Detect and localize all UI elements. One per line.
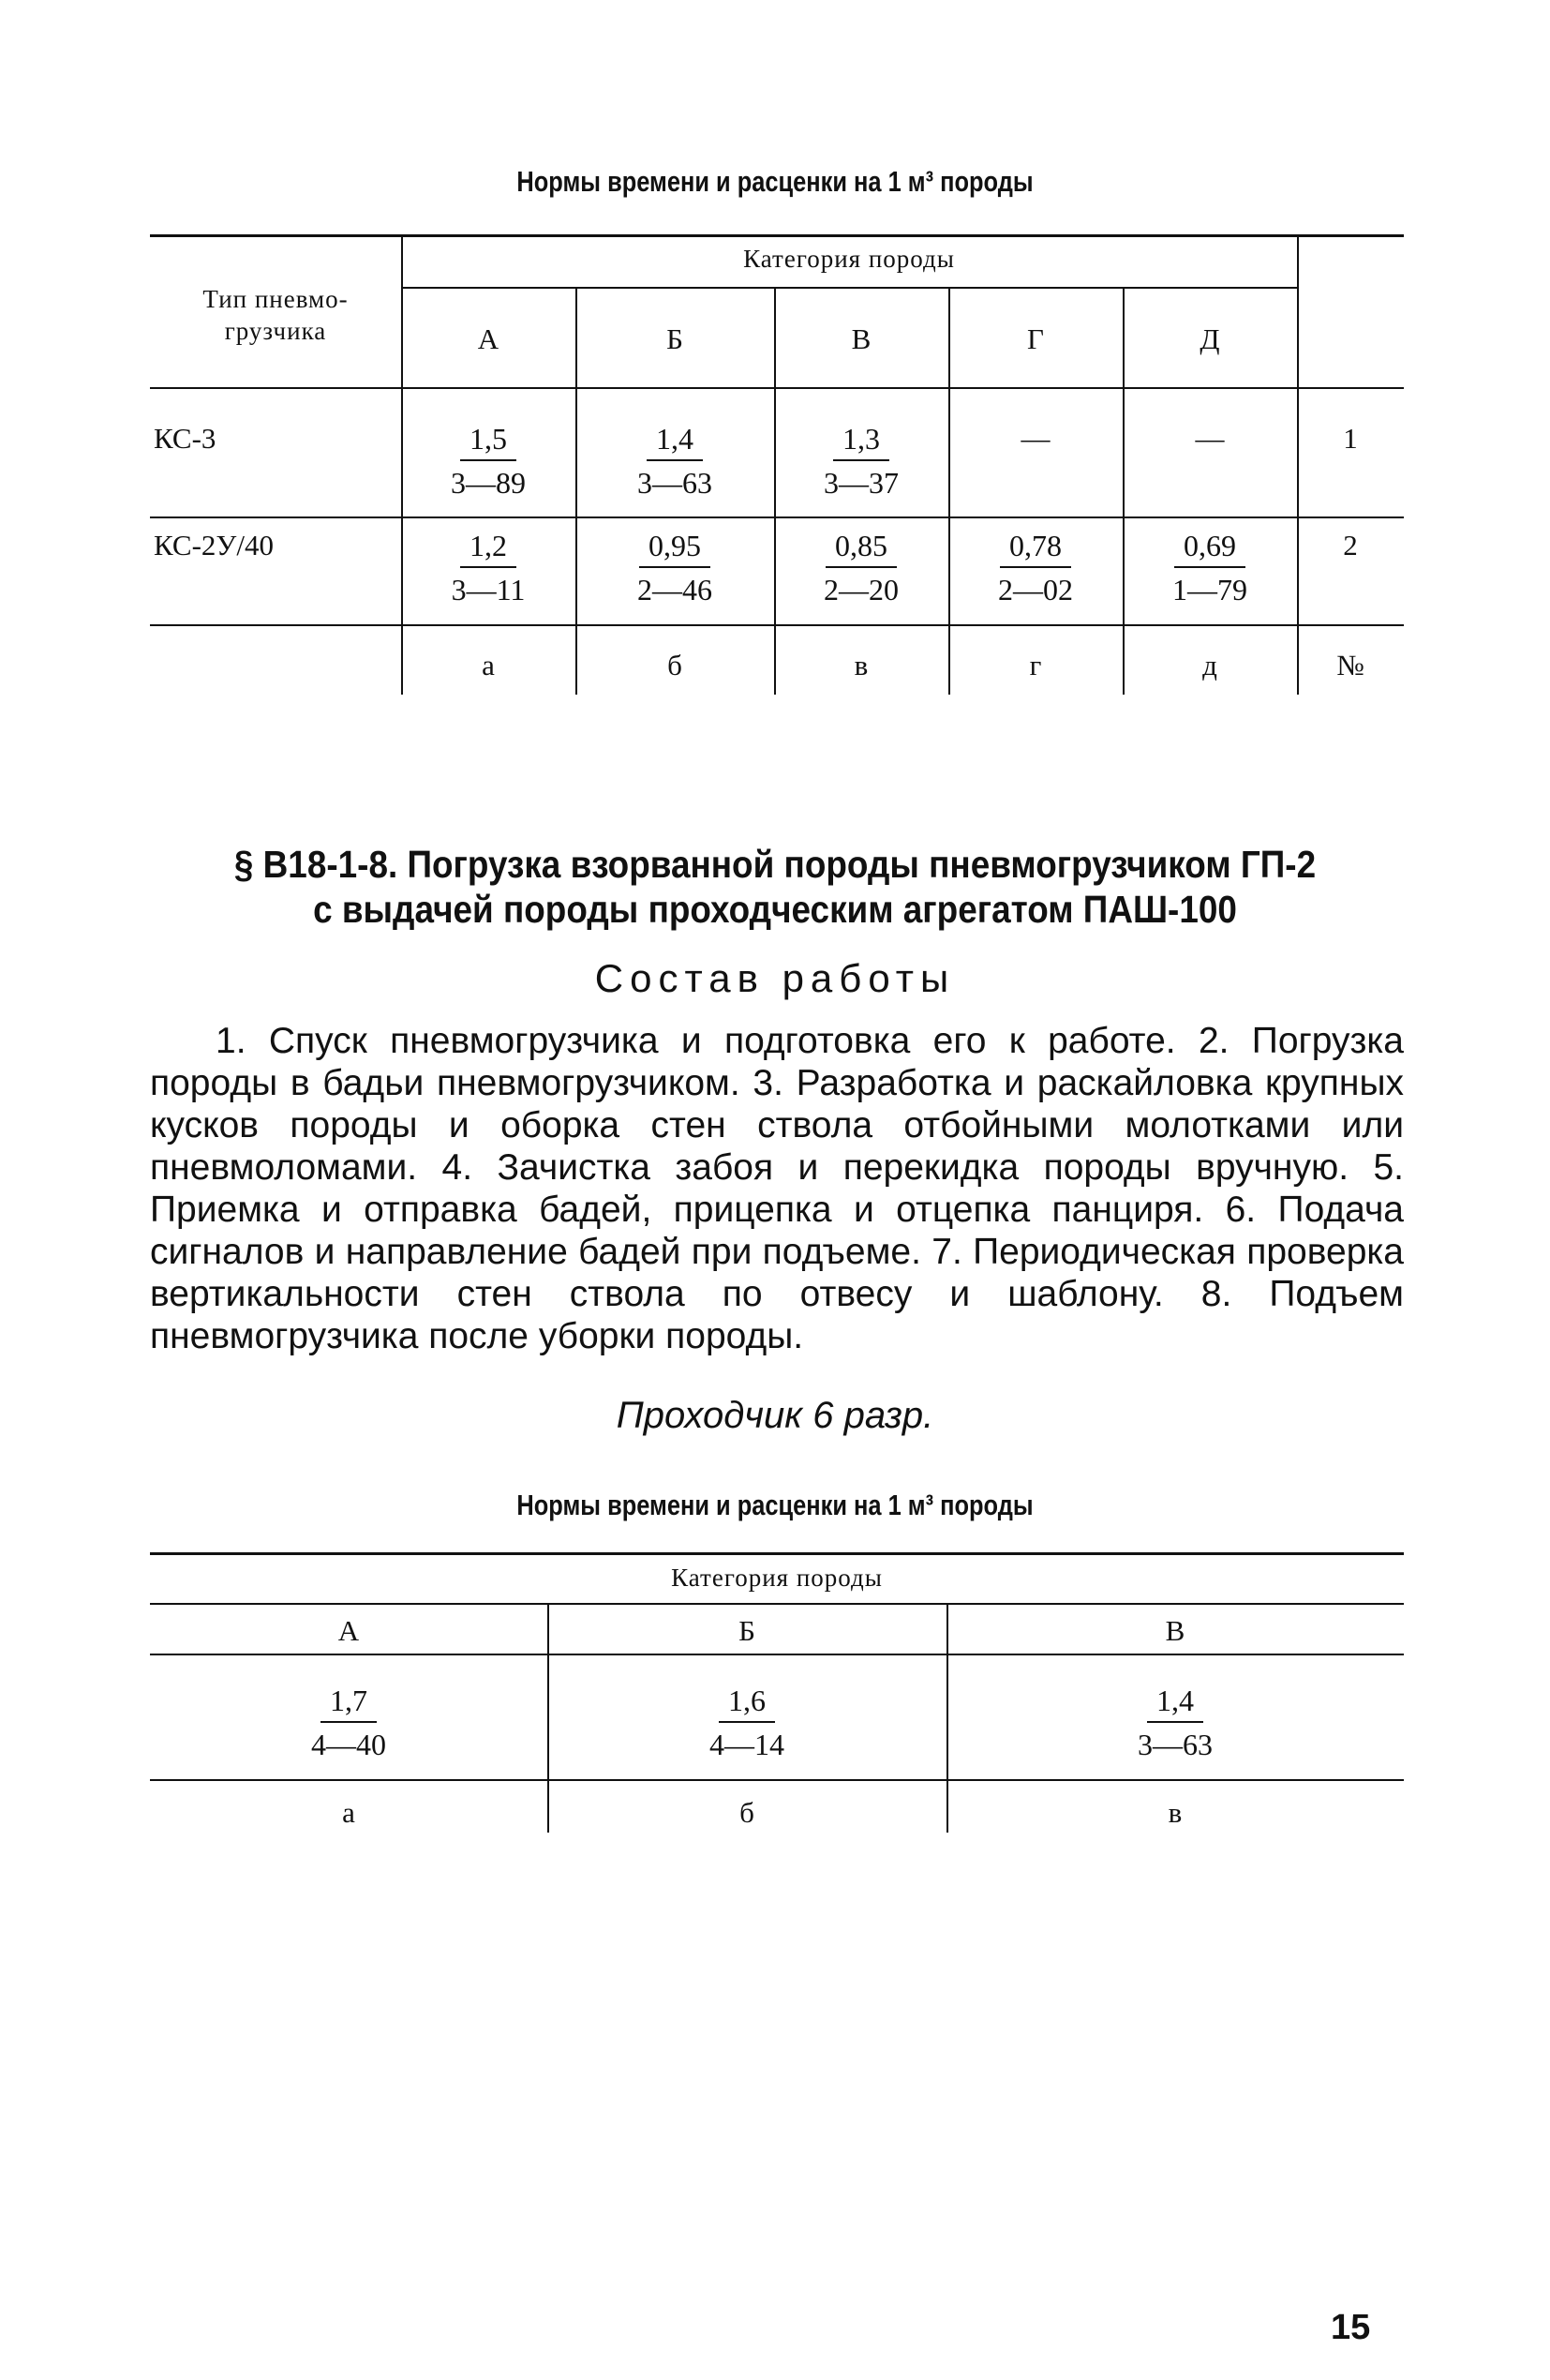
number-label: № [1336,649,1364,681]
type-header: Тип пневмо- грузчика [202,285,349,345]
col-header-v: В [851,322,872,355]
index-letter: а [342,1796,355,1829]
norm-value: $\frac{1,7}{4—40}$ [311,1684,386,1762]
row-name: КС-3 [154,422,216,455]
table2-data-rule [150,1779,1404,1781]
work-composition-text: 1. Спуск пневмогрузчика и подготовка его к работе. 2. Погрузка породы в бадьи пневмогрузчиком. 3. Разработка и раскайловка крупных кусков породы и оборка стен ствола отбойными молотками или пневмоломами. 4. Зачистка забоя и перекидка породы вручную. 5. Приемка и отправка бадей, прицепка и отцепка панциря. 6. Подача сигналов и направление бадей при подъеме. 7. Периодическая проверка вертикальности стен ствола по отвесу и шаблону. 8. Подъем пневмогрузчика после уборки породы. [150,1021,1404,1356]
norm-value: $\frac{1,4}{3—63}$ [1138,1684,1213,1762]
table2-category-rule [150,1603,1404,1605]
row-name: КС-2У/40 [154,529,274,561]
col-header-b: Б [738,1614,755,1647]
table1-vline-5 [1297,234,1299,695]
norm-value: $\frac{0,78}{2—02}$ [998,529,1073,607]
category-header: Категория породы [671,1564,883,1592]
category-header: Категория породы [743,245,955,273]
worker-grade: Проходчик 6 разр. [616,1395,934,1436]
work-composition-heading: Состав работы [594,956,956,1000]
norm-value: $\frac{1,4}{3—63}$ [637,422,712,501]
col-header-a: А [337,1614,360,1647]
table1-row-rule-1 [150,516,1404,518]
norm-value: $\frac{1,3}{3—37}$ [824,422,899,501]
col-header-g: Г [1027,322,1044,355]
index-letter: б [739,1796,754,1829]
table2-header-rule [150,1654,1404,1655]
index-letter: в [1168,1796,1183,1829]
index-letter: г [1029,649,1042,681]
row-number: 2 [1343,529,1358,561]
table1-caption: Нормы времени и расценки на 1 м³ породы [516,165,1034,198]
table2-caption: Нормы времени и расценки на 1 м³ породы [516,1489,1034,1521]
section-title-line-2: с выдачей породы проходческим агрегатом ПАШ-100 [313,888,1237,931]
norm-value: $\frac{0,69}{1—79}$ [1172,529,1247,607]
index-letter: д [1202,649,1217,681]
norm-value: $\frac{1,2}{3—11}$ [451,529,526,607]
page-number: 15 [1331,2308,1371,2347]
norm-value: $\frac{1,5}{3—89}$ [451,422,526,501]
norm-value: $\frac{0,95}{2—46}$ [637,529,712,607]
row-number: 1 [1343,422,1358,455]
norm-value: $\frac{0,85}{2—20}$ [824,529,899,607]
section-title-line-1: § В18-1-8. Погрузка взорванной породы пневмогрузчиком ГП-2 [233,843,1317,886]
table1-row-rule-2 [150,624,1404,626]
empty-dash: — [1021,422,1051,455]
table1-header-rule [150,387,1404,389]
col-header-d: Д [1200,322,1220,355]
index-letter: б [667,649,682,681]
index-letter: в [854,649,869,681]
table1-category-rule [401,287,1297,289]
table1-top-rule [150,234,1404,237]
col-header-b: Б [666,322,683,355]
col-header-a: А [477,322,499,355]
table2-top-rule [150,1552,1404,1555]
norm-value: $\frac{1,6}{4—14}$ [709,1684,784,1762]
index-letter: а [482,649,495,681]
empty-dash: — [1195,422,1225,455]
col-header-v: В [1165,1614,1185,1647]
